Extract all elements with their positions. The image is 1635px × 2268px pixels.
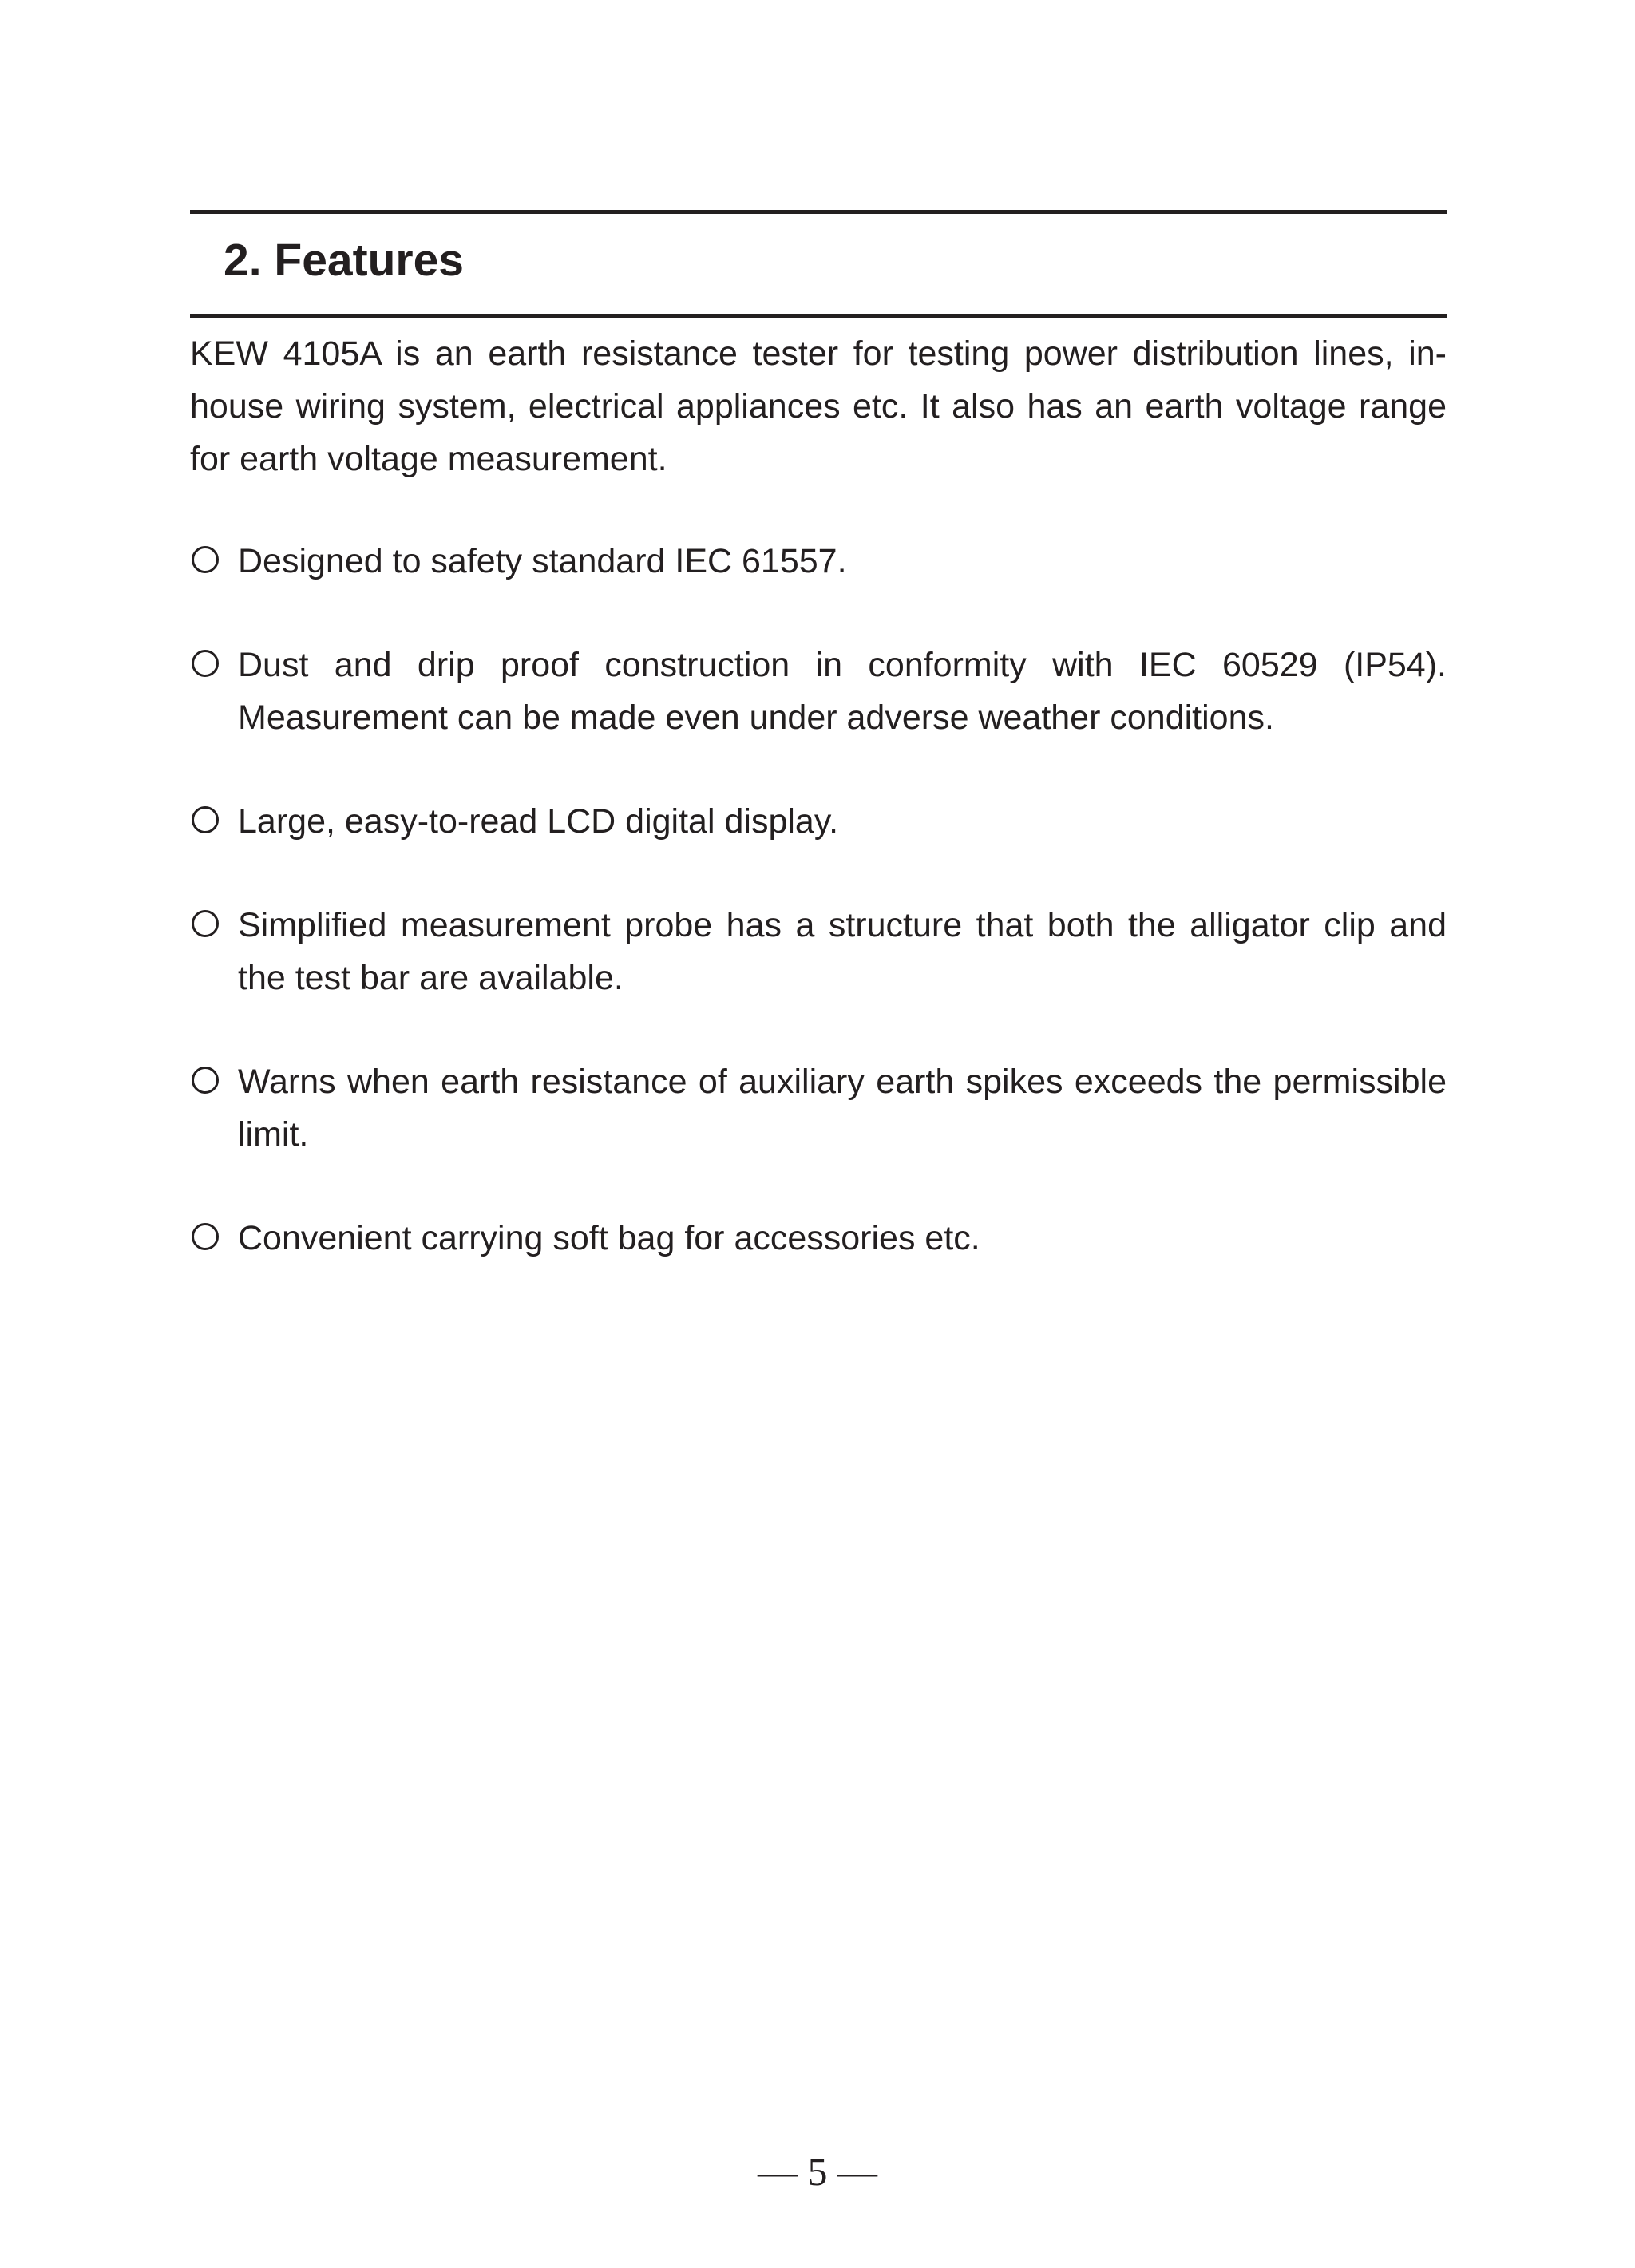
section-bottom-rule [190, 314, 1447, 318]
feature-text: Designed to safety standard IEC 61557. [238, 542, 847, 580]
circle-bullet-icon [192, 1067, 219, 1094]
circle-bullet-icon [192, 806, 219, 833]
feature-text: Convenient carrying soft bag for accessories etc. [238, 1219, 980, 1257]
intro-paragraph: KEW 4105A is an earth resistance tester for testing power distribution lines, in-house wiring system, electrical appliances etc. It also has an earth voltage range for earth voltage measurement. [190, 334, 1447, 478]
feature-item [190, 1055, 1447, 1161]
page-number: — 5 — [758, 2149, 877, 2194]
circle-bullet-icon [192, 546, 219, 573]
feature-item [190, 535, 1447, 588]
circle-bullet-icon [192, 910, 219, 937]
feature-item [190, 1212, 1447, 1265]
features-list [190, 535, 1447, 1316]
feature-item [190, 795, 1447, 848]
section-title: 2. Features [224, 235, 464, 286]
feature-text: Large, easy-to-read LCD digital display. [238, 802, 839, 841]
feature-text: Dust and drip proof construction in conformity with IEC 60529 (IP54). Measurement can be made even under adverse weather conditions. [238, 646, 1447, 737]
circle-bullet-icon [192, 650, 219, 677]
feature-text: Simplified measurement probe has a structure that both the alligator clip and the test bar are available. [238, 906, 1447, 997]
section-top-rule [190, 210, 1447, 214]
feature-item [190, 639, 1447, 744]
feature-text: Warns when earth resistance of auxiliary earth spikes exceeds the permissible limit. [238, 1063, 1447, 1154]
circle-bullet-icon [192, 1223, 219, 1250]
feature-item [190, 899, 1447, 1004]
